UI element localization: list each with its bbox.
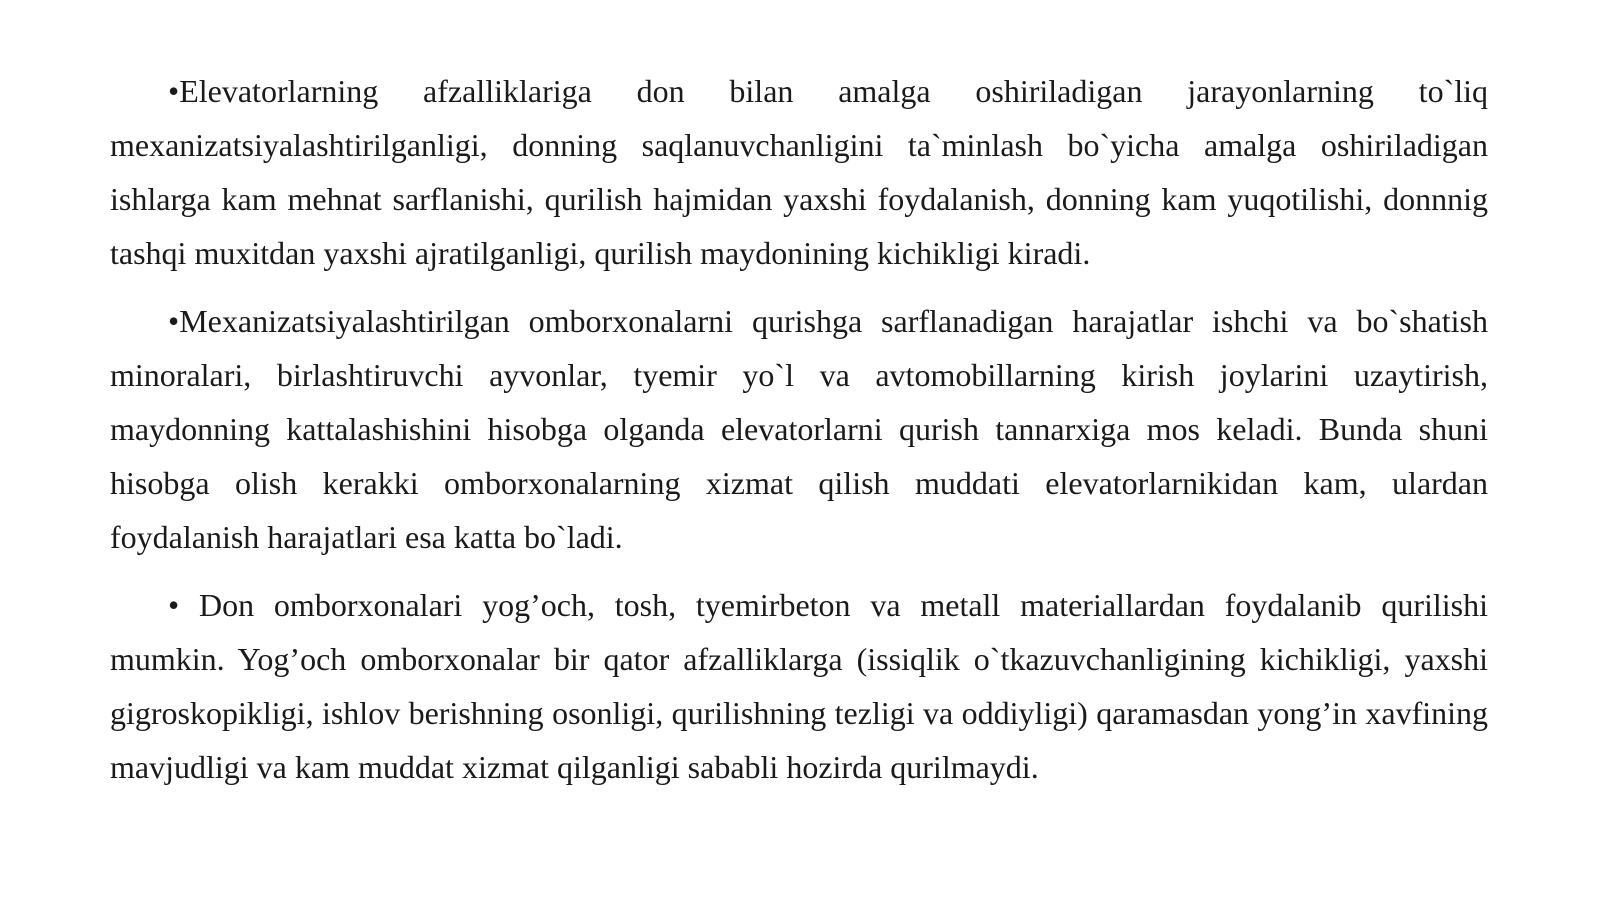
document-body [110, 64, 1488, 808]
bullet-marker: • [168, 587, 200, 623]
bullet-marker: • [168, 73, 180, 109]
paragraph-2 [110, 294, 1488, 564]
paragraph-text: Mexanizatsiyalashtirilgan omborxonalarni qurishga sarflanadigan harajatlar ishchi va bo`shatish minoralari, birlashtiruvchi ayvonlar, tyemir yo`l va avtomobillarning kirish joylarini uzaytirish, maydonning kattalashishini hisobga olganda elevatorlarni qurish tannarxiga mos keladi. Bunda shuni hisobga olish kerakki omborxonalarning xizmat qilish muddati elevatorlarnikidan kam, ulardan foydalanish harajatlari esa katta bo`ladi. [110, 303, 1488, 555]
paragraph-text: Don omborxonalari yog’och, tosh, tyemirbeton va metall materiallardan foydalanib qurilishi mumkin. Yog’och omborxonalar bir qator afzalliklarga (issiqlik o`tkazuvchanligining kichikligi, yaxshi gigroskopikligi, ishlov berishning osonligi, qurilishning tezligi va oddiyligi) qaramasdan yong’in xavfining mavjudligi va kam muddat xizmat qilganligi sababli hozirda qurilmaydi. [110, 587, 1489, 785]
paragraph-3 [110, 578, 1488, 794]
paragraph-text: Elevatorlarning afzalliklariga don bilan amalga oshiriladigan jarayonlarning to`liq mexanizatsiyalashtirilganligi, donning saqlanuvchanligini ta`minlash bo`yicha amalga oshiriladigan ishlarga kam mehnat sarflanishi, qurilish hajmidan yaxshi foydalanish, donning kam yuqotilishi, donnnig tashqi muxitdan yaxshi ajratilganligi, qurilish maydonining kichikligi kiradi. [110, 73, 1488, 271]
bullet-marker: • [168, 303, 180, 339]
paragraph-1 [110, 64, 1488, 280]
